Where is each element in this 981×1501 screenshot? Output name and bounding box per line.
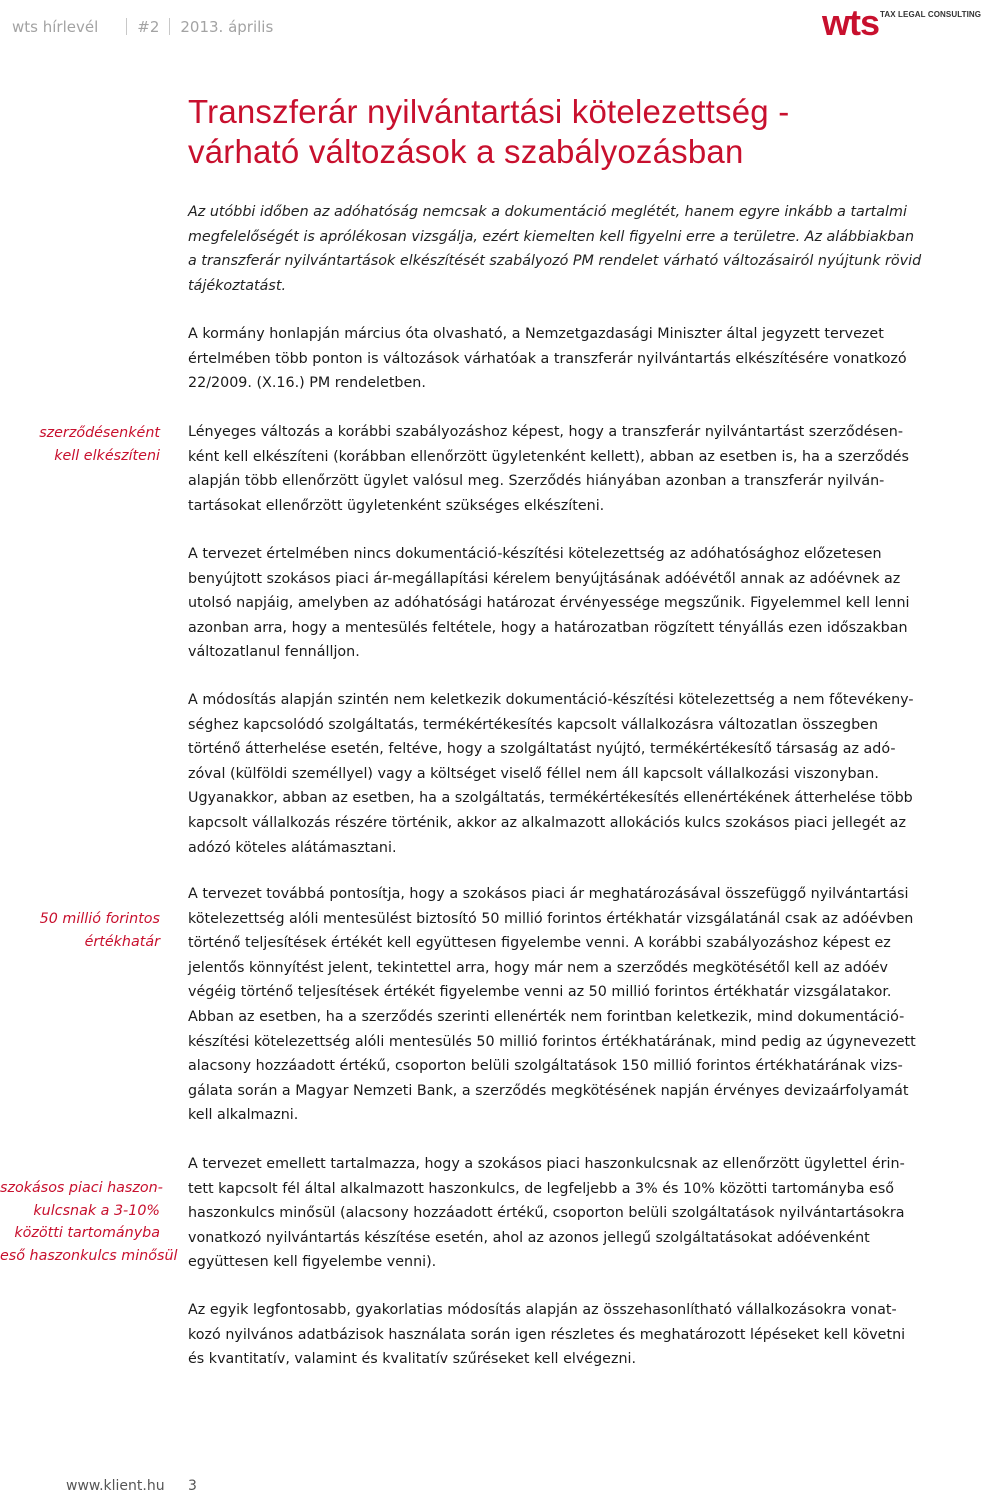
text-line: Abban az esetben, ha a szerződés szerinti ellenérték nem forintban keletkezik, mind dokumentáció- bbox=[188, 1008, 905, 1025]
newsletter-header bbox=[12, 18, 273, 36]
text-line: és kvantitatív, valamint és kvalitatív szűréseket kell elvégezni. bbox=[188, 1351, 637, 1368]
text-line: Ugyanakkor, abban az esetben, ha a szolgáltatás, termékértékesítés ellenértékének átterhelése több bbox=[188, 790, 913, 807]
text-line: megfelelőségét is aprólékosan vizsgálja, ezért kiemelten kell figyelni erre a területre. Az alábbiakban bbox=[188, 228, 915, 245]
sidenote-line: szerződésenként bbox=[39, 425, 160, 441]
sidenote-line: eső haszonkulcs minősül bbox=[0, 1247, 178, 1264]
text-line: történő teljesítések értékét kell együttesen figyelembe venni. A korábbi szabályozáshoz képest ez bbox=[188, 935, 891, 952]
issue-number: #2 bbox=[137, 18, 160, 36]
article-title bbox=[188, 92, 789, 172]
header-divider bbox=[126, 18, 127, 35]
sidenote-line: értékhatár bbox=[84, 933, 160, 950]
text-line: A tervezet emellett tartalmazza, hogy a szokásos piaci haszonkulcsnak az ellenőrzött ügylettel érin- bbox=[188, 1156, 905, 1172]
title-line: Transzferár nyilvántartási kötelezettség - bbox=[188, 93, 790, 130]
text-line: tájékoztatást. bbox=[188, 277, 286, 294]
body-paragraph bbox=[188, 420, 909, 518]
text-line: tett kapcsolt fél által alkalmazott haszonkulcs, de legfeljebb a 3% és 10% közötti tartományba eső bbox=[188, 1180, 895, 1197]
sidenote bbox=[0, 908, 160, 953]
issue-date: 2013. április bbox=[180, 18, 274, 36]
text-line: kötelezettség alóli mentesülést biztosító 50 millió forintos értékhatár vizsgálatánál csak az adóévben bbox=[188, 910, 914, 927]
sidenote-line: 50 millió forintos bbox=[39, 911, 160, 927]
sidenote bbox=[0, 422, 160, 467]
sidenote-line: kell elkészíteni bbox=[54, 447, 160, 464]
text-line: kell alkalmazni. bbox=[188, 1107, 299, 1124]
text-line: gálata során a Magyar Nemzeti Bank, a szerződés megkötésének napján érvényes devizaárfolyamát bbox=[188, 1082, 909, 1099]
logo-tagline: TAX LEGAL CONSULTING bbox=[880, 10, 981, 19]
sidenote-line: szokásos piaci haszon- bbox=[0, 1180, 163, 1196]
lead-paragraph bbox=[188, 200, 958, 298]
text-line: készítési kötelezettség alóli mentesülés 50 millió forintos értékhatárának, mind pedig az úgynevezett bbox=[188, 1033, 916, 1050]
body-paragraph bbox=[188, 882, 916, 1128]
body-paragraph bbox=[188, 322, 907, 396]
body-paragraph bbox=[188, 688, 914, 860]
text-line: alapján több ellenőrzött ügylet valósul meg. Szerződés hiányában azonban a transzferár nyilván- bbox=[188, 473, 885, 490]
text-line: a transzferár nyilvántartások elkészítését szabályozó PM rendelet várható változásairól nyújtunk rövid bbox=[188, 253, 922, 270]
text-line: végéig történő teljesítések értékét figyelembe venni az 50 millió forintos értékhatár vizsgálatakor. bbox=[188, 984, 892, 1001]
text-line: ként kell elkészíteni (korábban ellenőrzött ügyletenként kellett), abban az esetben is, ha a szerződés bbox=[188, 448, 909, 465]
body-paragraph bbox=[188, 1298, 905, 1372]
text-line: A tervezet értelmében nincs dokumentáció-készítési kötelezettség az adóhatósághoz előzetesen bbox=[188, 546, 882, 562]
text-line: értelmében több ponton is változások várhatóak a transzferár nyilvántartás elkészítésére vonatkozó bbox=[188, 350, 907, 367]
text-line: kapcsolt vállalkozás részére történik, akkor az alkalmazott allokációs kulcs szokásos piaci jellegét az bbox=[188, 814, 906, 831]
text-line: tartásokat ellenőrzött ügyletenként szükséges elkészíteni. bbox=[188, 497, 605, 514]
page-number: 3 bbox=[188, 1478, 197, 1494]
text-line: Az utóbbi időben az adóhatóság nemcsak a dokumentáció meglétét, hanem egyre inkább a tartalmi bbox=[188, 204, 907, 220]
text-line: haszonkulcs minősül (alacsony hozzáadott értékű, csoporton belüli szolgáltatások nyilvántartásokra bbox=[188, 1205, 905, 1222]
logo-mark: wts bbox=[822, 2, 880, 43]
text-line: történő átterhelése esetén, feltéve, hogy a szolgáltatást nyújtó, termékértékesítő társaság az adó- bbox=[188, 741, 896, 758]
sidenote-line: közötti tartományba bbox=[14, 1225, 160, 1241]
text-line: Lényeges változás a korábbi szabályozáshoz képest, hogy a transzferár nyilvántartást szerződésen- bbox=[188, 424, 904, 440]
body-paragraph bbox=[188, 1152, 905, 1275]
text-line: azonban arra, hogy a mentesülés feltétele, hogy a határozatban rögzített tényállás ezen időszakban bbox=[188, 619, 908, 636]
text-line: jelentős könnyítést jelent, tekintettel arra, hogy már nem a szerződés megkötésétől kell az adóév bbox=[188, 959, 888, 976]
text-line: benyújtott szokásos piaci ár-megállapítási kérelem benyújtásának adóévétől annak az adóévnek az bbox=[188, 570, 901, 587]
text-line: kozó nyilvános adatbázisok használata során igen részletes és meghatározott lépéseket kell követni bbox=[188, 1326, 906, 1343]
text-line: együttesen kell figyelembe venni). bbox=[188, 1254, 437, 1271]
text-line: A kormány honlapján március óta olvasható, a Nemzetgazdasági Miniszter által jegyzett tervezet bbox=[188, 326, 884, 342]
footer-url-link[interactable]: www.klient.hu bbox=[66, 1478, 165, 1494]
text-line: Az egyik legfontosabb, gyakorlatias módosítás alapján az összehasonlítható vállalkozásokra vonat- bbox=[188, 1302, 897, 1318]
text-line: zóval (külföldi személlyel) vagy a költséget viselő féllel nem áll kapcsolt vállalkozási viszonyban. bbox=[188, 765, 879, 782]
text-line: adózó köteles alátámasztani. bbox=[188, 839, 397, 856]
text-line: utolsó napjáig, amelyben az adóhatósági határozat érvényessége megszűnik. Figyelemmel kell lenni bbox=[188, 595, 910, 612]
sidenote-line: kulcsnak a 3-10% bbox=[33, 1202, 160, 1219]
text-line: séghez kapcsolódó szolgáltatás, termékértékesítés kapcsolt vállalkozásra változatlan összegben bbox=[188, 716, 879, 733]
text-line: vonatkozó nyilvántartás készítése esetén, ahol az azonos jellegű szolgáltatásokat adóévenként bbox=[188, 1229, 870, 1246]
text-line: változatlanul fennálljon. bbox=[188, 644, 360, 661]
text-line: 22/2009. (X.16.) PM rendeletben. bbox=[188, 375, 426, 392]
newsletter-name: wts hírlevél bbox=[12, 18, 99, 36]
body-paragraph bbox=[188, 542, 909, 665]
text-line: A tervezet továbbá pontosítja, hogy a szokásos piaci ár meghatározásával összefüggő nyilvántartási bbox=[188, 886, 909, 902]
text-line: alacsony hozzáadott értékű, csoporton belüli szolgáltatások 150 millió forintos értékhatárának vizs- bbox=[188, 1058, 903, 1075]
sidenote bbox=[0, 1177, 178, 1267]
title-line: várható változások a szabályozásban bbox=[188, 133, 744, 170]
header-divider bbox=[169, 18, 170, 35]
text-line: A módosítás alapján szintén nem keletkezik dokumentáció-készítési kötelezettség a nem főtevékeny- bbox=[188, 692, 914, 708]
